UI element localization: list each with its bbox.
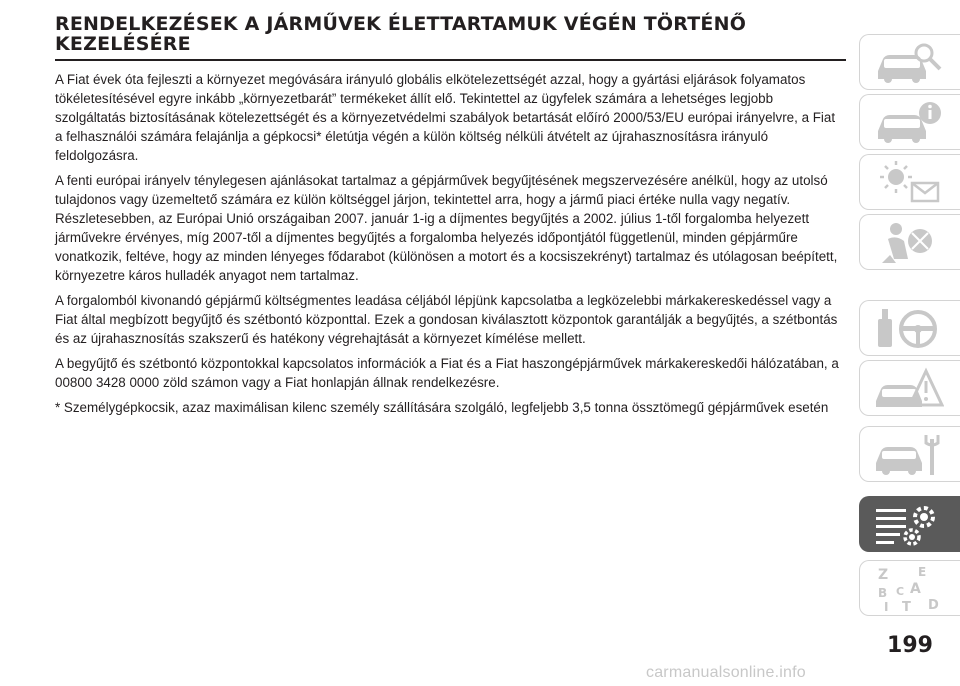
index-letter: C bbox=[896, 585, 905, 598]
airbag-passenger-icon bbox=[874, 219, 944, 267]
car-wrench-icon bbox=[874, 431, 944, 479]
car-search-icon bbox=[874, 39, 944, 87]
tab-index[interactable] bbox=[859, 560, 960, 616]
watermark: carmanualsonline.info bbox=[646, 664, 806, 681]
car-emergency-triangle-icon bbox=[874, 365, 944, 413]
index-letter: A bbox=[910, 581, 921, 597]
tab-starting-driving[interactable] bbox=[859, 300, 960, 356]
paragraph: A begyűjtő és szétbontó központokkal kapcsolatos információk a Fiat és a Fiat haszongépjárművek márkakereskedői hálózatában, a 00800 3428 0000 zöld számon vagy a Fiat honlapján állnak rendelkezésre. bbox=[55, 356, 839, 390]
page-number: 199 bbox=[887, 633, 933, 658]
paragraph: A Fiat évek óta fejleszti a környezet megóvására irányuló globális elkötelezettségét azzal, hogy a gyártási eljárások folyamatos tökéletesítésével egyre inkább „környezetbarát” termékeket állít elő. Tekintettel az ügyfelek számára a lehetséges legjobb szolgáltatás biztosításának kötelezettségét és a környezetvédelmi szabályok betartását előíró 2000/53/EU európai irányelvre, a Fiat a felhasználói számára felajánlja a gépkocsi* életútja végén a külön költség nélküli átvételt az újrahasznosításra irányuló feldolgozásra. bbox=[55, 72, 836, 163]
body-text bbox=[55, 70, 845, 423]
index-letter: T bbox=[902, 600, 911, 613]
tab-warning-lights[interactable] bbox=[859, 154, 960, 210]
index-letter: E bbox=[918, 565, 927, 579]
paragraph: A forgalomból kivonandó gépjármű költségmentes leadása céljából lépjünk kapcsolatba a legközelebbi márkakereskedéssel vagy a Fiat által megbízott begyűjtő és szétbontó központtal. Ezek a gondosan kiválasztott központok garantálják a begyűjtés, a szétbontás és az újrahasznosítás szakszerű és hatékony végrehajtását a környezet kímélése mellett. bbox=[55, 293, 838, 346]
warning-lights-message-icon bbox=[874, 159, 944, 207]
paragraph: A fenti európai irányelv ténylegesen ajánlásokat tartalmaz a gépjárművek begyűjtésének megszervezésére anélkül, hogy az utolsó tulajdonos vagy üzemeltető számára ez külön költséggel járjon, tekintettel arra, hogy a jármű piaci értéke nulla vagy negatív. Részletesebben, az Európai Unió országaiban 2007. január 1-ig a díjmentes begyűjtés a 2002. július 1-től forgalomba helyezett járművekre érvényes, míg 2007-től a díjmentes begyűjtés a forgalomba helyezés időpontjától függetlenül, minden gépjárműre vonatkozik, feltéve, hogy az minden lényeges fődarabot (különösen a motort és a kocsiszekrényt) tartalmaz és utólagosan beépített, környezetre káros hulladék anyagot nem tartalmaz. bbox=[55, 173, 838, 283]
footnote: * Személygépkocsik, azaz maximálisan kilenc személy szállítására szolgáló, legfeljebb 3,5 tonna össztömegű gépjárművek esetén bbox=[55, 400, 829, 415]
bottle-steering-wheel-icon bbox=[874, 305, 944, 353]
index-letter: B bbox=[878, 586, 888, 600]
index-letter: I bbox=[884, 600, 889, 613]
tab-car-info[interactable] bbox=[859, 94, 960, 150]
title-divider bbox=[55, 59, 846, 61]
tab-safety[interactable] bbox=[859, 214, 960, 270]
alphabetical-index-icon bbox=[874, 565, 944, 613]
technical-data-gear-icon bbox=[874, 501, 944, 549]
car-info-icon bbox=[874, 99, 944, 147]
index-letter: D bbox=[928, 598, 939, 613]
page-title: RENDELKEZÉSEK A JÁRMŰVEK ÉLETTARTAMUK VÉGÉN TÖRTÉNŐ KEZELÉSÉRE bbox=[55, 13, 747, 55]
tab-technical-data[interactable] bbox=[859, 496, 960, 552]
index-letter: Z bbox=[878, 567, 889, 583]
tab-car-search[interactable] bbox=[859, 34, 960, 90]
tab-maintenance[interactable] bbox=[859, 426, 960, 482]
tab-emergency[interactable] bbox=[859, 360, 960, 416]
